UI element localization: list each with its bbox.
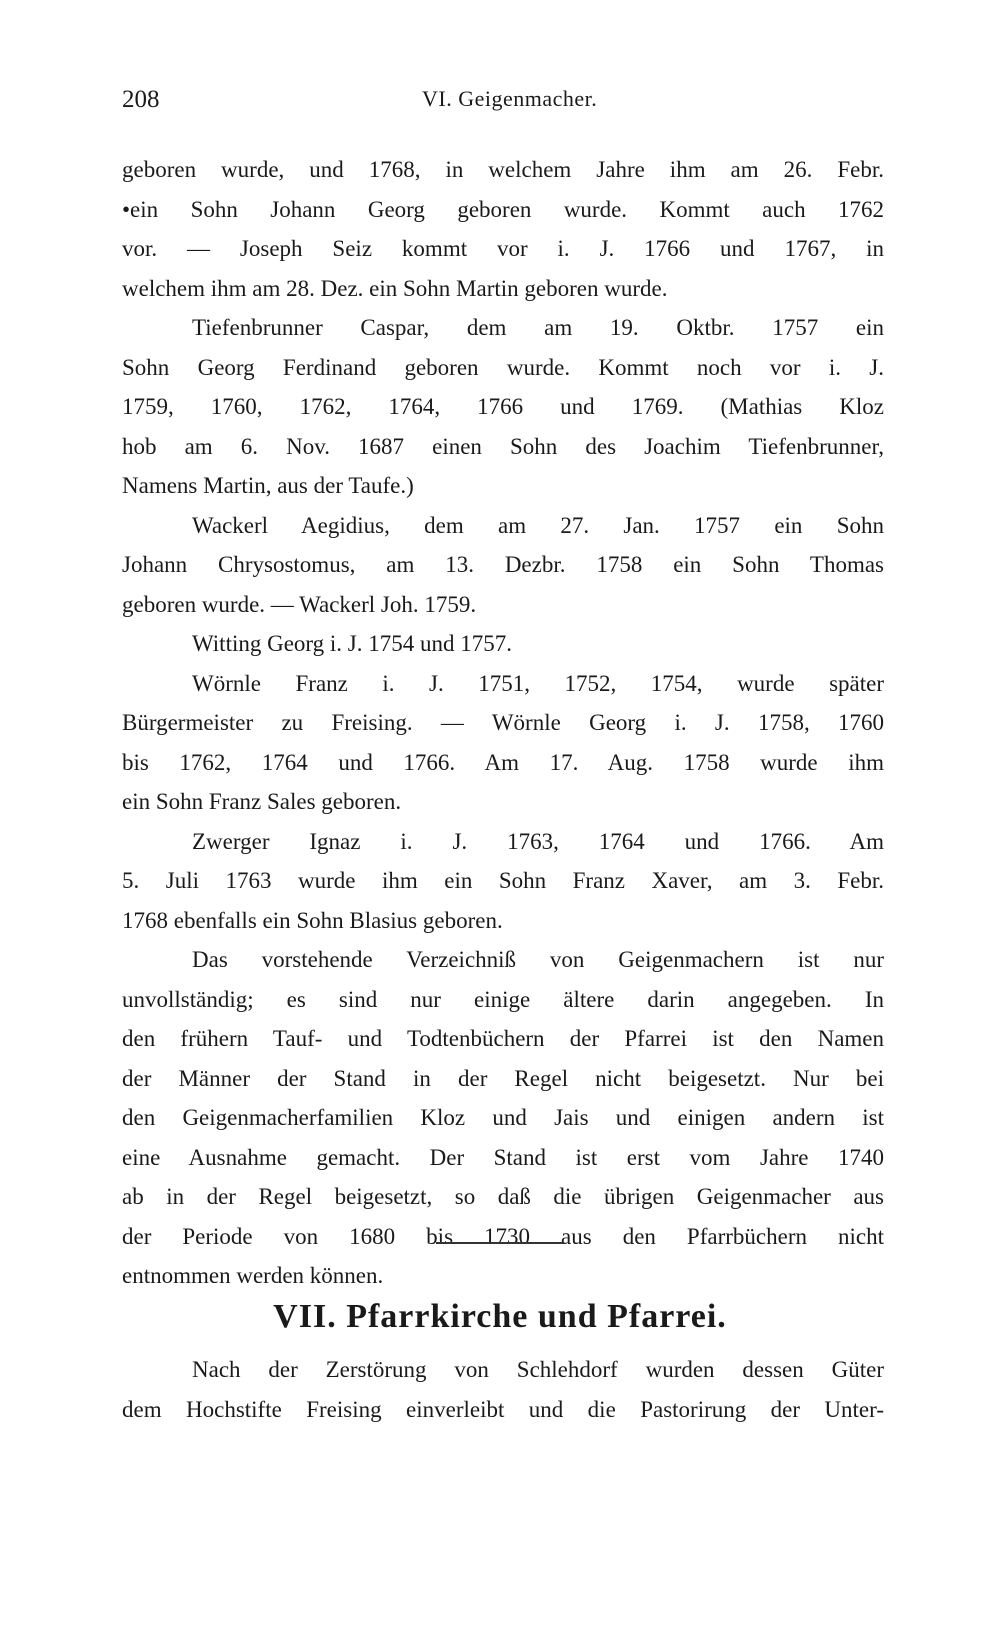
text-line: 5. Juli 1763 wurde ihm ein Sohn Franz Xaver, am 3. Febr. bbox=[122, 868, 884, 893]
text-line: der Männer der Stand in der Regel nicht beigesetzt. Nur bei bbox=[122, 1065, 884, 1091]
text-line: Sohn Georg Ferdinand geboren wurde. Kommt noch vor i. J. bbox=[122, 354, 884, 380]
text-line: geboren wurde. — Wackerl Joh. 1759. bbox=[122, 591, 477, 617]
text-line: ein Sohn Franz Sales geboren. bbox=[122, 789, 402, 814]
text-line: Witting Georg i. J. 1754 und 1757. bbox=[192, 631, 513, 656]
text-line: der Periode von 1680 bis 1730 aus den Pfarrbüchern nicht bbox=[122, 1223, 884, 1249]
chapter-text bbox=[122, 1350, 884, 1429]
body-text bbox=[122, 150, 884, 1296]
text-line: 1768 ebenfalls ein Sohn Blasius geboren. bbox=[122, 907, 503, 933]
text-line: Das vorstehende Verzeichniß von Geigenmachern ist nur bbox=[192, 947, 884, 972]
text-line: Bürgermeister zu Freising. — Wörnle Georg i. J. 1758, 1760 bbox=[122, 710, 884, 735]
page-header bbox=[122, 86, 882, 126]
text-line: welchem ihm am 28. Dez. ein Sohn Martin geboren wurde. bbox=[122, 275, 668, 301]
text-line: den Geigenmacherfamilien Kloz und Jais und einigen andern ist bbox=[122, 1105, 884, 1130]
text-line: bis 1762, 1764 und 1766. Am 17. Aug. 1758 wurde ihm bbox=[122, 749, 884, 775]
text-line: Tiefenbrunner Caspar, dem am 19. Oktbr. 1757 ein bbox=[192, 315, 884, 340]
page-number: 208 bbox=[122, 86, 160, 113]
text-line: Wörnle Franz i. J. 1751, 1752, 1754, wurde später bbox=[192, 670, 884, 696]
text-line: unvollständig; es sind nur einige ältere darin angegeben. In bbox=[122, 986, 884, 1012]
running-head: VI. Geigenmacher. bbox=[422, 86, 598, 111]
text-line: entnommen werden können. bbox=[122, 1263, 384, 1288]
text-line: geboren wurde, und 1768, in welchem Jahre ihm am 26. Febr. bbox=[122, 157, 884, 182]
text-line: dem Hochstifte Freising einverleibt und die Pastorirung der Unter- bbox=[122, 1396, 884, 1422]
text-line: Zwerger Ignaz i. J. 1763, 1764 und 1766. Am bbox=[192, 828, 884, 854]
text-line: •ein Sohn Johann Georg geboren wurde. Kommt auch 1762 bbox=[122, 196, 884, 222]
text-line: Namens Martin, aus der Taufe.) bbox=[122, 473, 414, 498]
text-line: ab in der Regel beigesetzt, so daß die übrigen Geigenmacher aus bbox=[122, 1184, 884, 1209]
text-line: Wackerl Aegidius, dem am 27. Jan. 1757 ein Sohn bbox=[192, 512, 884, 538]
text-line: 1759, 1760, 1762, 1764, 1766 und 1769. (Mathias Kloz bbox=[122, 394, 884, 419]
text-line: eine Ausnahme gemacht. Der Stand ist erst vom Jahre 1740 bbox=[122, 1144, 884, 1170]
text-line: hob am 6. Nov. 1687 einen Sohn des Joachim Tiefenbrunner, bbox=[122, 433, 884, 459]
chapter-heading: VII. Pfarrkirche und Pfarrei. bbox=[273, 1298, 727, 1335]
text-line: Nach der Zerstörung von Schlehdorf wurden dessen Güter bbox=[192, 1357, 884, 1382]
text-line: vor. — Joseph Seiz kommt vor i. J. 1766 und 1767, in bbox=[122, 236, 884, 261]
text-line: den frühern Tauf- und Todtenbüchern der Pfarrei ist den Namen bbox=[122, 1026, 884, 1051]
text-line: Johann Chrysostomus, am 13. Dezbr. 1758 ein Sohn Thomas bbox=[122, 552, 884, 577]
section-divider bbox=[436, 1242, 564, 1244]
